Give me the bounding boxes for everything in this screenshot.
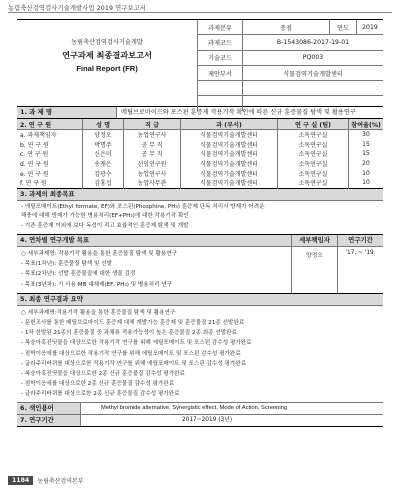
role-cell: a. 과제책임자: [20, 132, 57, 140]
project-name-value: 메틸브로마이드와 포스핀 훈증제 작용기작 확인에 따른 신규 훈증물질 탐색 및 활용연구: [121, 109, 356, 116]
dept-value: 식물검역기술개발센터: [243, 65, 384, 80]
dept-cell: 식물검역기술개발센터: [181, 149, 278, 159]
rank-cell: 농업사무관: [124, 178, 181, 188]
footer-org: 농림축산검역본부: [37, 478, 84, 485]
owner-value: 양정오: [291, 247, 337, 293]
rate-header: 참여율(%): [349, 119, 384, 130]
org-name: 농림축산검역검사기술개발: [71, 39, 143, 46]
rate-cell: 30: [349, 130, 384, 140]
rate-cell: 15: [349, 140, 384, 150]
dept-header: 과 (부서): [181, 119, 278, 130]
goal-line: - 에틸포메이트(Ethyl formate, EF)와 포스핀(Phosphine, PH₃) 훈증제 단독 처리시 방제가 어려운: [21, 203, 265, 210]
rate-cell: 15: [349, 149, 384, 159]
annual-goal-section: [17, 235, 383, 294]
role-cell: e. 연 구 원: [20, 170, 49, 178]
name-cell: 박명주: [83, 140, 124, 150]
name-cell: 신은미: [83, 149, 124, 159]
annual-goal-heading: 4. 연차별 연구개발 목표: [20, 235, 90, 244]
dept-cell: 식물검역기술개발센터: [181, 178, 278, 188]
name-cell: 김광수: [83, 168, 124, 178]
lab-cell: 소독연구실: [278, 168, 349, 178]
report-title: 연구과제 최종결과보고서: [62, 50, 152, 60]
annual-goal-line: ○ 세부과제명: 작용기작 활용을 통한 훈증물질 탐색 및 활용연구: [21, 250, 178, 257]
title-area: [17, 20, 197, 106]
rank-cell: 농업연구사: [124, 130, 181, 140]
table-row: [17, 140, 383, 150]
summary-line: - 점박이응애를 대상으로한 작용기작 연구를 위해 에틸포메이트 및 포스핀 감수성 평가완료: [21, 350, 241, 357]
report-form: [17, 19, 383, 427]
rank-cell: 공 무 직: [124, 149, 181, 159]
goal-line: - 기존 훈증제 이외에 보다 독성이 적고 효율적인 훈증제 탐색 및 개발: [21, 222, 189, 229]
owner-header: 세부책임자: [291, 235, 337, 246]
final-goal-section: [17, 189, 383, 235]
name-cell: 송재은: [83, 159, 124, 169]
meta-blank-value: [243, 96, 384, 111]
research-period-label: 7. 연구기간: [17, 415, 81, 426]
table-row: [17, 130, 383, 140]
meta-blank-value: [243, 81, 384, 96]
header-divider: [8, 12, 392, 13]
summary-line: - 글라주리바퀴를 대상으로한 작용기작 연구를 위해 에틸포메이트 및 포스핀 감수성 평가완료: [21, 360, 247, 367]
name-cell: 양정오: [83, 130, 124, 140]
field-value: 중점: [243, 20, 330, 35]
running-header: 농림축산검역검사기술개발사업 2019 연구보고서: [8, 5, 147, 12]
summary-line: - 복숭아혹진딧물을 대상으로한 작용기작 연구를 위해 에틸포메이트 및 포스핀 감수성 평가완료: [21, 340, 252, 347]
dept-cell: 식물검역기술개발센터: [181, 159, 278, 169]
goal-line: 해충에 대해 방제가 가능한 병용처리(EF+PH₃)에 대한 작용기작 확인: [21, 213, 189, 220]
lab-cell: 소독연구실: [278, 140, 349, 150]
rank-cell: 공 무 직: [124, 140, 181, 150]
researcher-table: [17, 119, 383, 189]
index-terms-value: Methyl bromide alternative, Synergistic effect, Mode of Action, Screening: [101, 404, 288, 411]
name-cell: 김홍섭: [83, 178, 124, 188]
summary-line: - 점박이응애를 대상으로한 2종 신규 훈증물질 감수성 평가완료: [21, 381, 175, 388]
final-goal-text: [17, 201, 383, 234]
summary-line: - 복숭아혹진딧물을 대상으로한 2종 신규 훈증물질 감수성 평가완료: [21, 371, 185, 378]
period-value: '17. ~ '19.: [337, 247, 383, 293]
meta-blank-label: [198, 81, 243, 96]
project-name-label: 1. 과 제 명: [17, 107, 117, 118]
research-period-value: 2017~2019 (3년): [181, 416, 233, 423]
summary-line: ○ 세부과제명:작용기작 활용을 통한 훈증물질 탐색 및 활용연구: [21, 309, 176, 316]
annual-goal-line: - 목표(1차년): 훈증물질 탐색 및 선발: [21, 260, 112, 267]
dept-cell: 식물검역기술개발센터: [181, 168, 278, 178]
result-summary-heading: 5. 최종 연구결과 요약: [17, 294, 383, 306]
dept-cell: 식물검역기술개발센터: [181, 140, 278, 150]
period-header: 연구기간: [337, 235, 383, 246]
rank-cell: 선임연구원: [124, 159, 181, 169]
rank-cell: 농업연구사: [124, 168, 181, 178]
index-terms-label: 6. 색인용어: [17, 403, 81, 414]
table-row: [17, 149, 383, 159]
meta-blank-label: [198, 96, 243, 111]
annual-goal-body: [17, 247, 383, 294]
annual-goal-line: - 목표(2차년): 선발 훈증물질에 대한 생물 검정: [21, 271, 136, 278]
role-cell: c. 연 구 원: [20, 151, 49, 159]
index-terms-row: [17, 403, 383, 415]
table-row: [17, 159, 383, 169]
year-label: 연도: [330, 20, 357, 35]
rate-cell: 10: [349, 178, 384, 188]
annual-goal-header: [17, 235, 383, 247]
rate-cell: 10: [349, 168, 384, 178]
page-number: 1184: [8, 476, 33, 485]
lab-cell: 소독연구실: [278, 178, 349, 188]
lab-header: 연 구 실 (팀): [278, 119, 349, 130]
role-cell: d. 연 구 원: [20, 161, 49, 169]
rate-cell: 20: [349, 159, 384, 169]
table-row: [17, 168, 383, 178]
page-footer: [8, 476, 84, 485]
year-value: 2019: [357, 20, 384, 35]
result-summary-text: [17, 306, 383, 402]
role-cell: f. 연 구 원: [20, 180, 47, 188]
report-title-en: Final Report (FR): [76, 64, 138, 73]
meta-table: [197, 20, 383, 111]
name-header: 성 명: [83, 119, 124, 130]
summary-line: - 글라주리바퀴를 대상으로한 2종 신규 훈증물질 감수성 평가완료: [21, 391, 180, 398]
role-cell: b. 연 구 원: [20, 141, 49, 149]
dept-label: 제안부서: [198, 65, 243, 80]
final-goal-heading: 3. 과제의 최종목표: [17, 189, 383, 201]
dept-cell: 식물검역기술개발센터: [181, 130, 278, 140]
rank-header: 직 급: [124, 119, 181, 130]
annual-goal-text: [17, 247, 291, 293]
tech-label: 기술코드: [198, 50, 243, 65]
code-value: B-1543086-2017-19-01: [243, 35, 384, 50]
table-row: [17, 178, 383, 188]
summary-line: - 1차 선발된 21종의 훈증물질 중 과채류 적용가능성이 높은 훈증물질 2종 최종 선발완료: [21, 330, 237, 337]
lab-cell: 소독연구실: [278, 149, 349, 159]
field-label: 과제분류: [198, 20, 243, 35]
lab-cell: 소독연구실: [278, 159, 349, 169]
annual-goal-line: - 목표(3년차): 기 사용 MB 대체제(EF, PH₃) 및 병용처리 연구: [21, 281, 173, 288]
lab-cell: 소독연구실: [278, 130, 349, 140]
title-block: [17, 19, 383, 107]
research-period-row: [17, 415, 383, 427]
tech-value: PQ003: [243, 50, 384, 65]
researcher-header: 2. 연 구 원: [17, 119, 83, 130]
result-summary-section: [17, 294, 383, 403]
code-label: 과제코드: [198, 35, 243, 50]
summary-line: - 문헌조사를 통한 메틸브로마이드 훈증제 대체 개발가능 훈증제 및 훈증물질 21종 선발완료: [21, 320, 245, 327]
